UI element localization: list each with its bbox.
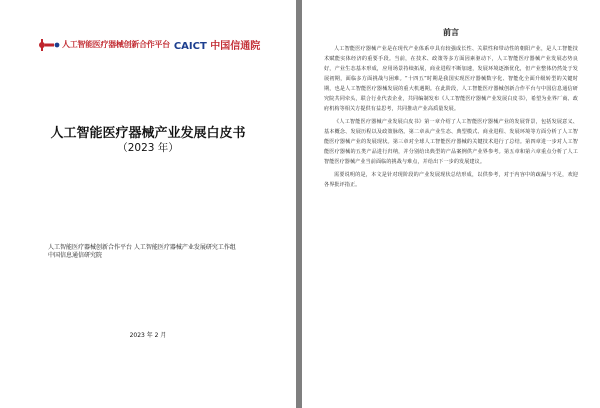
cover-page bbox=[0, 0, 296, 408]
organization-line-1: 人工智能医疗器械创新合作平台 人工智能医疗器械产业发展研究工作组 bbox=[48, 244, 236, 251]
preface-title: 前言 bbox=[443, 28, 459, 37]
preface-paragraph-3: 需要说明的是，本文是针对现阶段的产业发展现状总结形成，以供参考，对于内容中的疏漏与不足，欢迎各界批评指正。 bbox=[324, 172, 578, 188]
caict-abbr: CAICT bbox=[173, 41, 207, 52]
caict-name: 中国信通院 bbox=[210, 41, 261, 52]
cover-year: （2023 年） bbox=[117, 142, 179, 154]
preface-page bbox=[302, 0, 600, 408]
preface-body bbox=[324, 44, 578, 193]
caict-logo bbox=[174, 37, 260, 52]
logo-banner bbox=[38, 37, 260, 52]
alliance-logo-icon bbox=[38, 38, 60, 52]
preface-paragraph-2: 《人工智能医疗器械产业发展白皮书》第一章介绍了人工智能医疗器械产业的发展背景，包括发展意义、基本概念、发展历程以及政策脉络。第二章从产业生态、典型模式、商业进程、发展环境等方面分析了人工智能医疗器械产业的发展现状。第三章对全球人工智能医疗器械的关键技术进行了总结。第四章进一步对人工智能医疗器械的五类产品进行归纳，并分别给出典型的产品案例供产业界参考。第五章和第六章重点分析了人工智能医疗器械产业当前面临的挑战与难点，并给出下一步的发展建议。 bbox=[324, 119, 578, 165]
publication-date: 2023 年 2 月 bbox=[129, 332, 167, 339]
alliance-name: 人工智能医疗器械创新合作平台 bbox=[62, 40, 170, 49]
organization-line-2: 中国信息通信研究院 bbox=[48, 252, 103, 259]
cover-title: 人工智能医疗器械产业发展白皮书 bbox=[50, 126, 246, 141]
preface-paragraph-1: 人工智能医疗器械产业是在现代产业体系中具有较强成长性、关联性和带动性的朝阳产业，是人工智能技术赋能实体经济的重要手段。当前，在技术、政策等多方面因素驱动下，人工智能医疗器械产业发展态势良好，产业生态基本形成，应用场景持续拓展，商业进程不断加速，发展环境逐渐优化，但产业整体仍然处于发展初期，面临多方面挑战与困难。“十四五”时期是我国实现医疗器械数字化、智能化全面升级转型的关键时期，也是人工智能医疗器械发展的重大机遇期。在此阶段，人工智能医疗器械创新合作平台与中国信息通信研究院共同牵头，联合行业代表企业，共同编制发布《人工智能医疗器械产业发展白皮书》，希望为业界厂商、政府机构等相关方提供有益思考，共同推动产业高质量发展。 bbox=[324, 46, 578, 112]
